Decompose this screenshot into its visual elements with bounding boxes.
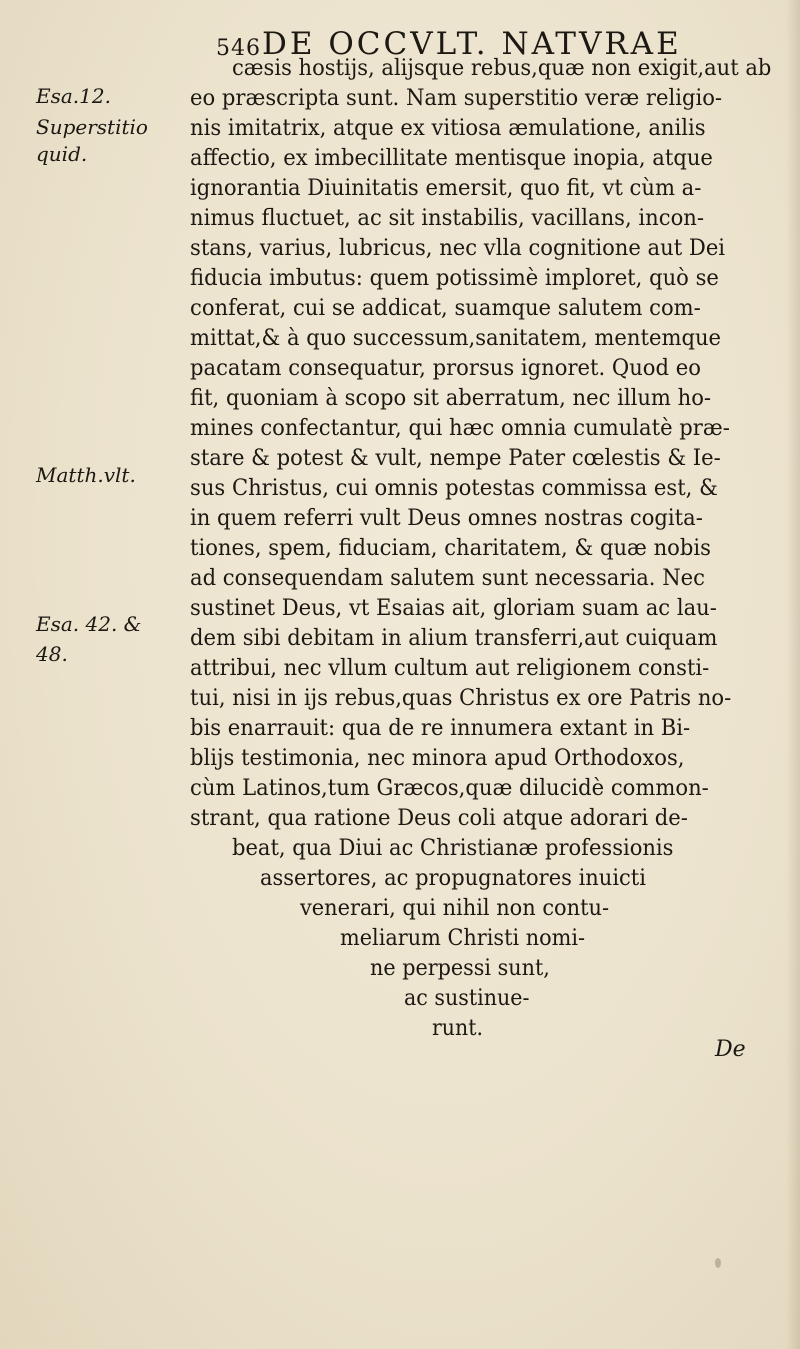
margin-note-48: 48. (36, 642, 68, 666)
catchword: De (715, 1037, 746, 1062)
text-line: ac sustinue- (404, 986, 530, 1011)
margin-note-esa-12: Esa.12. (36, 84, 111, 108)
margin-note-superstitio: Superstitio (36, 115, 148, 139)
text-line: pacatam consequatur, prorsus ignoret. Quod eo (190, 356, 701, 381)
margin-note-esa-42: Esa. 42. & (36, 612, 142, 636)
text-line: venerari, qui nihil non contu- (300, 896, 610, 921)
page-edge-shadow (786, 0, 800, 1349)
text-line: affectio, ex imbecillitate mentisque inopia, atque (190, 146, 713, 171)
text-line: sus Christus, cui omnis potestas commissa est, & (190, 476, 718, 501)
text-line: nimus fluctuet, ac sit instabilis, vacillans, incon- (190, 206, 704, 231)
text-line: fit, quoniam à scopo sit aberratum, nec illum ho- (190, 386, 712, 411)
text-line: assertores, ac propugnatores inuicti (260, 866, 646, 891)
text-line: cæsis hostijs, alijsque rebus,quæ non exigit,aut ab (232, 56, 772, 81)
running-head: DE OCCVLT. NATVRAE (262, 26, 682, 62)
paper-stain (715, 1258, 721, 1268)
text-line: meliarum Christi nomi- (340, 926, 586, 951)
text-line: stans, varius, lubricus, nec vlla cognitione aut Dei (190, 236, 726, 261)
text-line: attribui, nec vllum cultum aut religionem consti- (190, 656, 710, 681)
text-line: ignorantia Diuinitatis emersit, quo fit, vt cùm a- (190, 176, 702, 201)
text-line: runt. (432, 1016, 483, 1041)
text-line: stare & potest & vult, nempe Pater cœlestis & Ie- (190, 446, 721, 471)
text-line: sustinet Deus, vt Esaias ait, gloriam suam ac lau- (190, 596, 717, 621)
text-line: dem sibi debitam in alium transferri,aut cuiquam (190, 626, 718, 651)
text-line: tui, nisi in ijs rebus,quas Christus ex ore Patris no- (190, 686, 732, 711)
text-line: mittat,& à quo successum,sanitatem, mentemque (190, 326, 722, 351)
text-line: nis imitatrix, atque ex vitiosa æmulatione, anilis (190, 116, 706, 141)
text-line: beat, qua Diui ac Christianæ professionis (232, 836, 674, 861)
text-line: mines confectantur, qui hæc omnia cumulatè præ- (190, 416, 730, 441)
text-line: conferat, cui se addicat, suamque salutem com- (190, 296, 701, 321)
text-line: strant, qua ratione Deus coli atque adorari de- (190, 806, 688, 831)
text-line: ad consequendam salutem sunt necessaria. Nec (190, 566, 705, 591)
text-line: ne perpessi sunt, (370, 956, 550, 981)
text-line: in quem referri vult Deus omnes nostras cogita- (190, 506, 703, 531)
text-line: bis enarrauit: qua de re innumera extant in Bi- (190, 716, 691, 741)
margin-note-matth: Matth.vlt. (36, 463, 136, 487)
text-line: cùm Latinos,tum Græcos,quæ dilucidè common- (190, 776, 709, 801)
text-line: eo præscripta sunt. Nam superstitio veræ religio- (190, 86, 723, 111)
margin-note-quid: quid. (36, 142, 88, 166)
text-line: tiones, spem, fiduciam, charitatem, & quæ nobis (190, 536, 711, 561)
text-line: fiducia imbutus: quem potissimè imploret, quò se (190, 266, 719, 291)
page-number: 546 (216, 36, 261, 61)
text-line: blijs testimonia, nec minora apud Orthodoxos, (190, 746, 685, 771)
